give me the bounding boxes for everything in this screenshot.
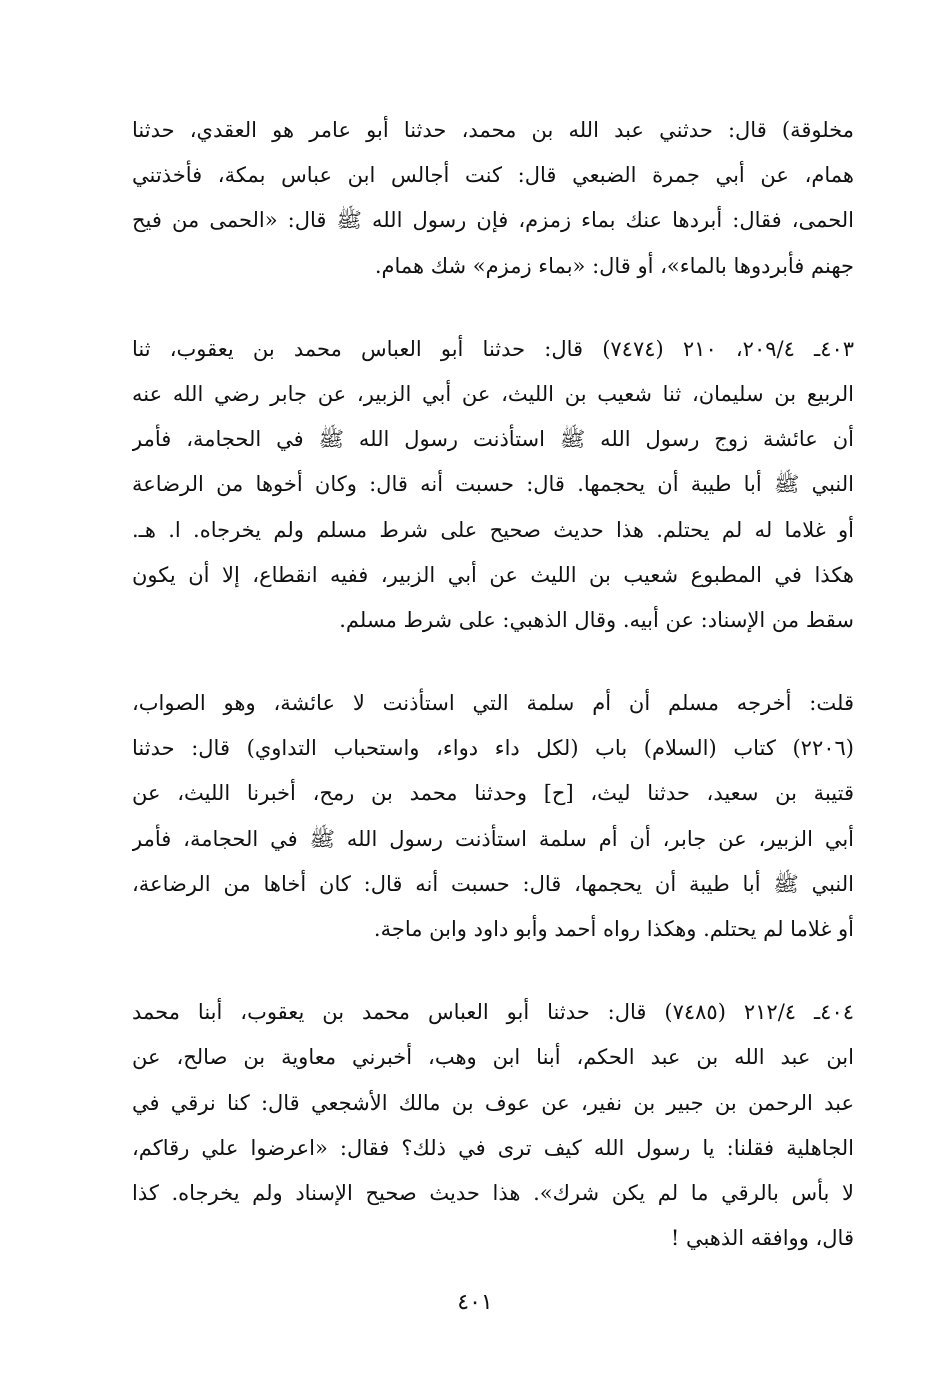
text-line: سقط من الإسناد: عن أبيه. وقال الذهبي: على شرط مسلم. [339, 607, 854, 632]
text-line: لا بأس بالرقي ما لم يكن شرك». هذا حديث صحيح الإسناد ولم يخرجاه. كذا [132, 1180, 854, 1205]
text-line: قلت: أخرجه مسلم أن أم سلمة التي استأذنت لا عائشة، وهو الصواب، [132, 691, 854, 716]
paragraph-commentary [132, 681, 854, 952]
text-line: جهنم فأبردوها بالماء»، أو قال: «بماء زمزم» شك همام. [374, 253, 854, 278]
paragraph-continuation [132, 108, 854, 289]
text-line: النبي ﷺ أبا طيبة أن يحجمها، قال: حسبت أنه قال: كان أخاها من الرضاعة، [132, 871, 854, 896]
page-body [132, 108, 854, 1261]
text-line: ٤٠٤ـ ٢١٢/٤ (٧٤٨٥) قال: حدثنا أبو العباس محمد بن يعقوب، أبنا محمد [132, 1000, 854, 1025]
paragraph-gap [132, 289, 854, 327]
text-line: مخلوقة) قال: حدثني عبد الله بن محمد، حدثنا أبو عامر هو العقدي، حدثنا [132, 118, 854, 142]
text-line: قتيبة بن سعيد، حدثنا ليث، [ح] وحدثنا محمد بن رمح، أخبرنا الليث، عن [132, 781, 854, 806]
text-line: ٤٠٣ـ ٢٠٩/٤، ٢١٠ (٧٤٧٤) قال: حدثنا أبو العباس محمد بن يعقوب، ثنا [132, 336, 854, 361]
paragraph-gap [132, 643, 854, 681]
text-line: الجاهلية فقلنا: يا رسول الله كيف ترى في ذلك؟ فقال: «اعرضوا علي رقاكم، [132, 1135, 854, 1160]
page-number: ٤٠١ [457, 1290, 493, 1315]
text-line: قال، ووافقه الذهبي ! [670, 1226, 854, 1251]
text-line: همام، عن أبي جمرة الضبعي قال: كنت أجالس ابن عباس بمكة، فأخذتني [132, 163, 854, 188]
text-line: هكذا في المطبوع شعيب بن الليث عن أبي الزبير، ففيه انقطاع، إلا أن يكون [132, 562, 854, 587]
paragraph-gap [132, 952, 854, 990]
text-line: الحمى، فقال: أبردها عنك بماء زمزم، فإن رسول الله ﷺ قال: «الحمى من فيح [132, 208, 854, 233]
text-line: أو غلاما لم يحتلم. وهكذا رواه أحمد وأبو داود وابن ماجة. [373, 917, 854, 941]
text-line: الربيع بن سليمان، ثنا شعيب بن الليث، عن أبي الزبير، عن جابر رضي الله عنه [132, 381, 854, 406]
text-line: النبي ﷺ أبا طيبة أن يحجمها. قال: حسبت أنه قال: وكان أخوها من الرضاعة [132, 472, 854, 497]
text-line: ابن عبد الله بن عبد الحكم، أبنا ابن وهب، أخبرني معاوية بن صالح، عن [132, 1045, 854, 1070]
text-line: أبي الزبير، عن جابر، أن أم سلمة استأذنت رسول الله ﷺ في الحجامة، فأمر [132, 826, 854, 851]
text-line: أو غلاما له لم يحتلم. هذا حديث صحيح على شرط مسلم ولم يخرجاه. ا. هـ. [132, 517, 854, 542]
text-line: عبد الرحمن بن جبير بن نفير، عن عوف بن مالك الأشجعي قال: كنا نرقي في [132, 1090, 854, 1115]
paragraph-hadith-404 [132, 990, 854, 1261]
text-line: أن عائشة زوج رسول الله ﷺ استأذنت رسول الله ﷺ في الحجامة، فأمر [132, 427, 854, 452]
text-line: (٢٢٠٦) كتاب (السلام) باب (لكل داء دواء، واستحباب التداوي) قال: حدثنا [132, 736, 854, 761]
paragraph-hadith-403 [132, 327, 854, 643]
